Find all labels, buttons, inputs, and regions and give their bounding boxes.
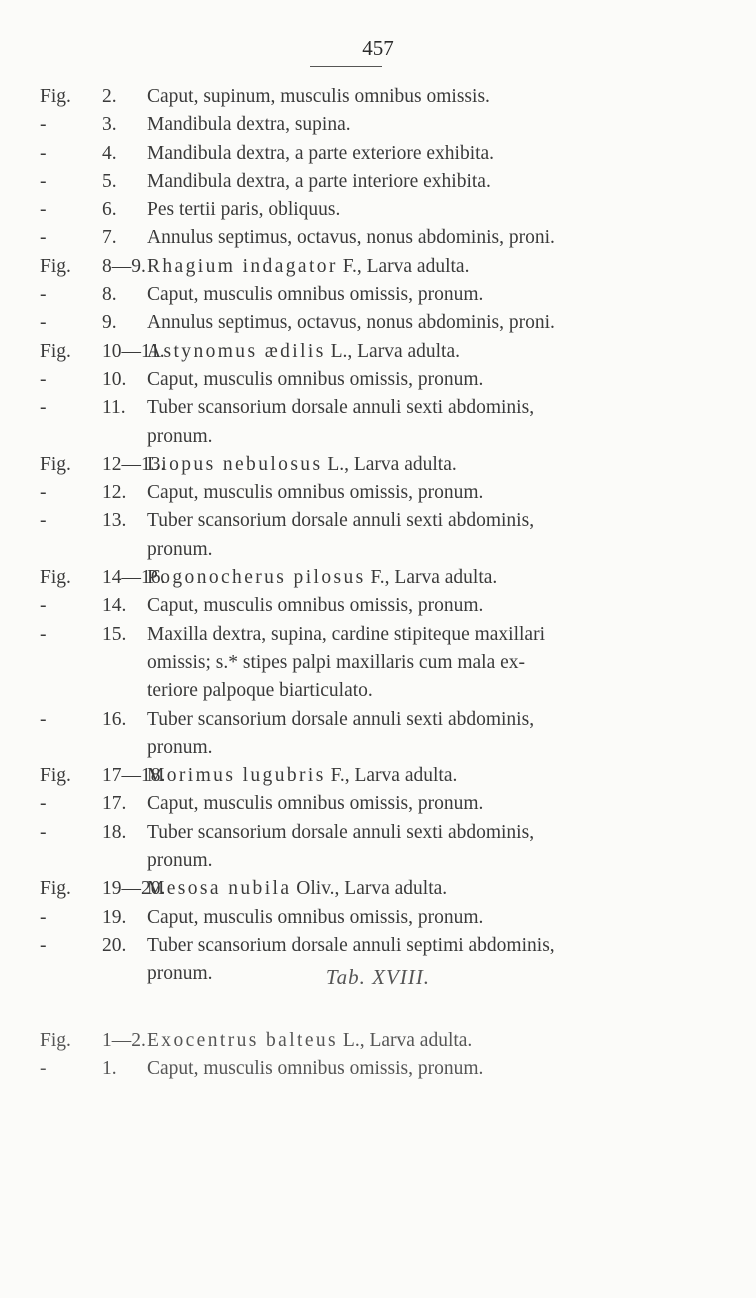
legend-line bbox=[40, 507, 720, 535]
figure-number: 17. bbox=[102, 793, 127, 815]
figure-prefix: - bbox=[40, 199, 47, 221]
legend-line bbox=[40, 677, 720, 705]
legend-line bbox=[40, 649, 720, 677]
species-name: Morimus lugubris bbox=[147, 765, 326, 787]
legend-line bbox=[40, 762, 720, 790]
figure-prefix: - bbox=[40, 397, 47, 419]
legend-line bbox=[40, 706, 720, 734]
figure-number: 14. bbox=[102, 595, 127, 617]
legend-line bbox=[40, 196, 720, 224]
figure-number: 17—18. bbox=[102, 765, 166, 787]
figure-caption: Caput, musculis omnibus omissis, pronum. bbox=[147, 368, 484, 390]
figure-number: 12. bbox=[102, 482, 127, 504]
legend-line bbox=[40, 1055, 720, 1083]
legend-line bbox=[40, 932, 720, 960]
figure-prefix: - bbox=[40, 595, 47, 617]
legend-line bbox=[40, 734, 720, 762]
legend-line bbox=[40, 592, 720, 620]
figure-number: 10—11. bbox=[102, 340, 165, 362]
figure-number: 9. bbox=[102, 312, 117, 334]
figure-prefix: Fig. bbox=[40, 567, 71, 589]
figure-caption: Caput, musculis omnibus omissis, pronum. bbox=[147, 793, 484, 815]
legend-line bbox=[40, 338, 720, 366]
figure-number: 15. bbox=[102, 623, 127, 645]
species-name: Liopus nebulosus bbox=[147, 453, 323, 475]
legend-line bbox=[40, 621, 720, 649]
legend-line bbox=[40, 904, 720, 932]
figure-number: 16. bbox=[102, 708, 127, 730]
figure-caption: Caput, musculis omnibus omissis, pronum. bbox=[147, 284, 484, 306]
legend-line bbox=[40, 819, 720, 847]
figure-number: 10. bbox=[102, 368, 127, 390]
figure-number: 8. bbox=[102, 284, 117, 306]
figure-caption: Tuber scansorium dorsale annuli sexti abdominis, bbox=[147, 397, 535, 419]
figure-number: 6. bbox=[102, 199, 117, 221]
figure-legend-list bbox=[40, 83, 720, 989]
figure-caption: Tuber scansorium dorsale annuli sexti abdominis, bbox=[147, 821, 535, 843]
figure-number: 1—2. bbox=[102, 1030, 146, 1051]
figure-number: 18. bbox=[102, 821, 127, 843]
figure-caption: Caput, musculis omnibus omissis, pronum. bbox=[147, 595, 484, 617]
legend-line bbox=[40, 423, 720, 451]
figure-prefix: Fig. bbox=[40, 453, 71, 475]
figure-caption: Annulus septimus, octavus, nonus abdominis, proni. bbox=[147, 227, 555, 249]
figure-caption bbox=[147, 564, 497, 592]
figure-prefix: - bbox=[40, 510, 47, 532]
figure-number: 3. bbox=[102, 114, 117, 136]
figure-number: 1. bbox=[102, 1058, 117, 1080]
legend-line bbox=[40, 281, 720, 309]
figure-prefix: Fig. bbox=[40, 255, 71, 277]
species-details: Oliv., Larva adulta. bbox=[291, 878, 448, 900]
species-name: Exocentrus balteus bbox=[147, 1030, 339, 1051]
figure-number: 20. bbox=[102, 934, 127, 956]
figure-caption bbox=[147, 338, 460, 366]
legend-line bbox=[40, 479, 720, 507]
legend-line bbox=[40, 309, 720, 337]
legend-line bbox=[40, 253, 720, 281]
figure-caption bbox=[147, 253, 469, 281]
figure-prefix: - bbox=[40, 906, 47, 928]
legend-line bbox=[40, 83, 720, 111]
page-number-rule bbox=[310, 66, 382, 67]
species-details: F., Larva adulta. bbox=[365, 567, 498, 589]
figure-caption bbox=[147, 451, 457, 479]
page-number: 457 bbox=[362, 36, 394, 60]
figure-prefix: - bbox=[40, 142, 47, 164]
figure-caption: teriore palpoque biarticulato. bbox=[147, 680, 373, 702]
figure-number: 5. bbox=[102, 170, 117, 192]
figure-caption: Tuber scansorium dorsale annuli sexti abdominis, bbox=[147, 510, 535, 532]
legend-line bbox=[40, 790, 720, 818]
figure-prefix: - bbox=[40, 227, 47, 249]
figure-prefix: - bbox=[40, 170, 47, 192]
figure-number: 7. bbox=[102, 227, 117, 249]
figure-number: 19. bbox=[102, 906, 127, 928]
figure-caption: pronum. bbox=[147, 736, 213, 758]
figure-caption bbox=[147, 762, 457, 790]
figure-caption: Tuber scansorium dorsale annuli sexti abdominis, bbox=[147, 708, 535, 730]
figure-prefix: - bbox=[40, 284, 47, 306]
figure-number: 13. bbox=[102, 510, 127, 532]
figure-number: 8—9. bbox=[102, 255, 146, 277]
species-name: Mesosa nubila bbox=[147, 878, 292, 900]
species-details: F., Larva adulta. bbox=[337, 255, 470, 277]
figure-caption bbox=[147, 1027, 472, 1055]
figure-caption: Mandibula dextra, supina. bbox=[147, 114, 351, 136]
species-details: L., Larva adulta. bbox=[338, 1030, 473, 1051]
figure-prefix: - bbox=[40, 368, 47, 390]
figure-prefix: Fig. bbox=[40, 86, 71, 107]
legend-line bbox=[40, 847, 720, 875]
figure-caption: pronum. bbox=[147, 963, 213, 985]
figure-caption: Maxilla dextra, supina, cardine stipiteque maxillari bbox=[147, 623, 545, 645]
figure-caption: Caput, supinum, musculis omnibus omissis. bbox=[147, 86, 490, 107]
figure-caption: pronum. bbox=[147, 850, 213, 872]
species-details: L., Larva adulta. bbox=[322, 453, 457, 475]
figure-number: 12—13. bbox=[102, 453, 166, 475]
figure-caption: Annulus septimus, octavus, nonus abdominis, proni. bbox=[147, 312, 555, 334]
legend-line bbox=[40, 394, 720, 422]
legend-line bbox=[40, 224, 720, 252]
figure-caption: Mandibula dextra, a parte interiore exhibita. bbox=[147, 170, 491, 192]
legend-line bbox=[40, 140, 720, 168]
figure-caption: pronum. bbox=[147, 538, 213, 560]
legend-line bbox=[40, 451, 720, 479]
legend-line bbox=[40, 168, 720, 196]
figure-caption: Caput, musculis omnibus omissis, pronum. bbox=[147, 906, 484, 928]
figure-caption: omissis; s.* stipes palpi maxillaris cum mala ex- bbox=[147, 651, 526, 673]
figure-prefix: Fig. bbox=[40, 340, 71, 362]
figure-number: 11. bbox=[102, 397, 126, 419]
figure-prefix: - bbox=[40, 934, 47, 956]
species-details: L., Larva adulta. bbox=[325, 340, 460, 362]
figure-caption: Pes tertii paris, obliquus. bbox=[147, 199, 341, 221]
figure-caption: Mandibula dextra, a parte exteriore exhibita. bbox=[147, 142, 495, 164]
legend-line bbox=[40, 875, 720, 903]
tab-heading: Tab. XVIII. bbox=[325, 965, 431, 989]
figure-prefix: - bbox=[40, 793, 47, 815]
species-details: F., Larva adulta. bbox=[325, 765, 458, 787]
figure-prefix: Fig. bbox=[40, 765, 71, 787]
figure-number: 4. bbox=[102, 142, 117, 164]
figure-caption bbox=[147, 875, 447, 903]
figure-number: 19—20. bbox=[102, 878, 166, 900]
legend-line bbox=[40, 111, 720, 139]
figure-prefix: - bbox=[40, 623, 47, 645]
figure-legend-list-2 bbox=[40, 1027, 720, 1084]
figure-caption: Tuber scansorium dorsale annuli septimi abdominis, bbox=[147, 934, 555, 956]
figure-prefix: Fig. bbox=[40, 878, 71, 900]
figure-prefix: Fig. bbox=[40, 1030, 71, 1051]
figure-prefix: - bbox=[40, 482, 47, 504]
species-name: Astynomus ædilis bbox=[147, 340, 326, 362]
figure-caption: Caput, musculis omnibus omissis, pronum. bbox=[147, 482, 484, 504]
figure-prefix: - bbox=[40, 708, 47, 730]
species-name: Pogonocherus pilosus bbox=[147, 567, 366, 589]
figure-prefix: - bbox=[40, 312, 47, 334]
legend-line bbox=[40, 564, 720, 592]
figure-number: 14—16. bbox=[102, 567, 166, 589]
figure-caption: Caput, musculis omnibus omissis, pronum. bbox=[147, 1058, 484, 1080]
figure-caption: pronum. bbox=[147, 425, 213, 447]
figure-prefix: - bbox=[40, 114, 47, 136]
legend-line bbox=[40, 536, 720, 564]
figure-prefix: - bbox=[40, 821, 47, 843]
figure-prefix: - bbox=[40, 1058, 47, 1080]
figure-number: 2. bbox=[102, 86, 117, 107]
legend-line bbox=[40, 366, 720, 394]
species-name: Rhagium indagator bbox=[147, 255, 338, 277]
legend-line bbox=[40, 1027, 720, 1055]
